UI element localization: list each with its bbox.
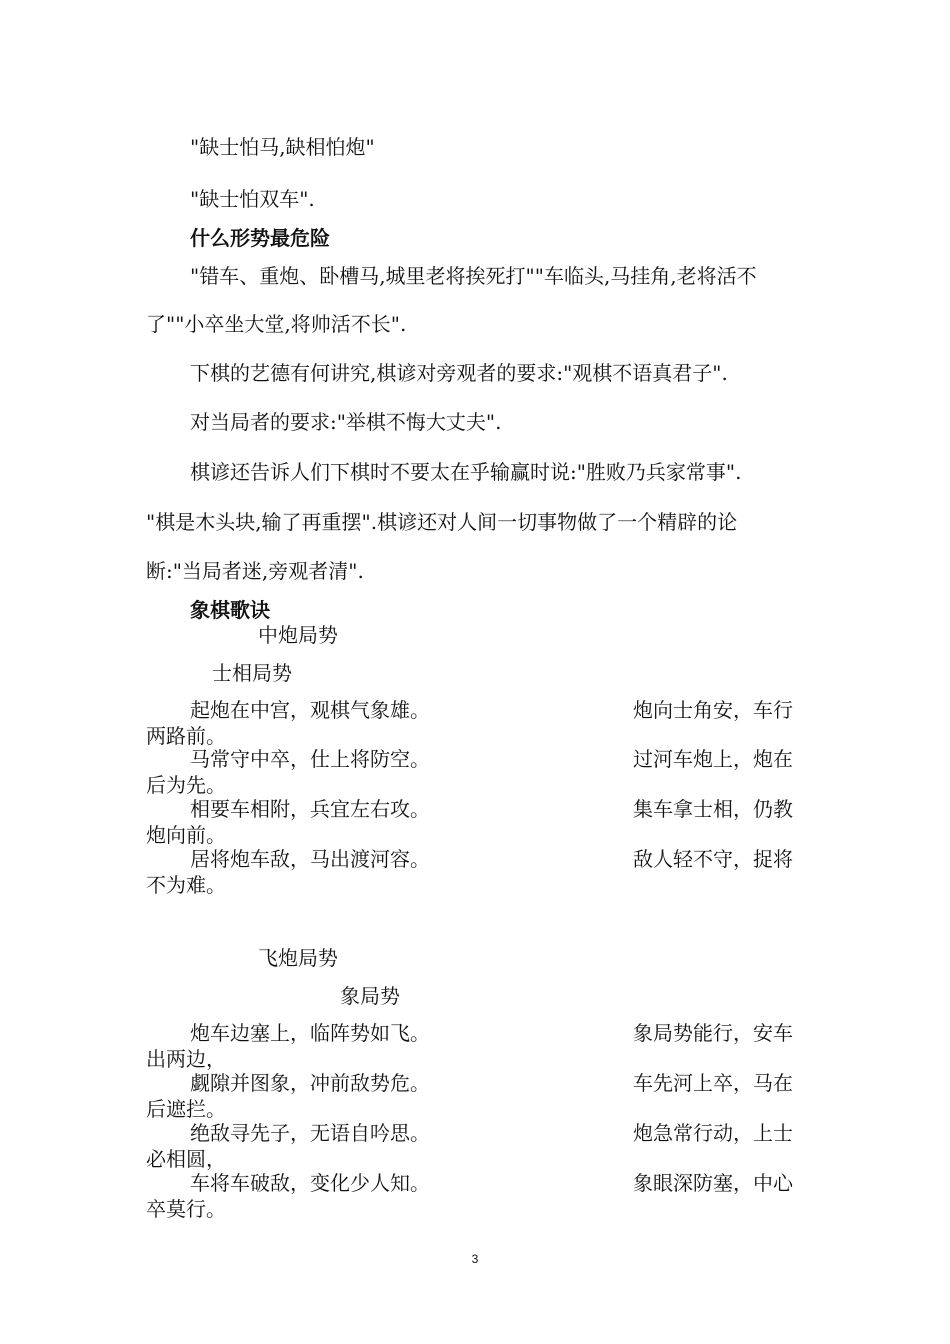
verse-right: 车先河上卒，马在	[633, 1071, 793, 1095]
proverb-line: "缺士怕双车".	[190, 187, 315, 211]
paragraph-line: "棋是木头块,输了再重摆".棋谚还对人间一切事物做了一个精辟的论	[146, 510, 738, 534]
verse-right: 过河车炮上，炮在	[633, 747, 793, 771]
verse-left: 炮车边塞上，临阵势如飞。	[190, 1021, 430, 1045]
proverb-line: "缺士怕马,缺相怕炮"	[190, 135, 375, 159]
verse-left: 起炮在中宫，观棋气象雄。	[190, 698, 430, 722]
verse-left: 居将炮车敌，马出渡河容。	[190, 847, 430, 871]
paragraph-line: 棋谚还告诉人们下棋时不要太在乎输赢时说:"胜败乃兵家常事".	[190, 460, 742, 484]
section-title: 中炮局势	[258, 623, 338, 647]
paragraph-line: 下棋的艺德有何讲究,棋谚对旁观者的要求:"观棋不语真君子".	[190, 361, 728, 385]
verse-left: 绝敌寻先子，无语自吟思。	[190, 1121, 430, 1145]
verse-right: 象眼深防塞，中心	[633, 1171, 793, 1195]
paragraph-line: 了""小卒坐大堂,将帅活不长".	[146, 312, 407, 336]
verse-wrap: 必相圆，	[146, 1147, 226, 1171]
verse-wrap: 炮向前。	[146, 823, 226, 847]
section-subtitle: 象局势	[340, 984, 400, 1008]
verse-wrap: 两路前。	[146, 724, 226, 748]
verse-right: 敌人轻不守，捉将	[633, 847, 793, 871]
paragraph-line: 断:"当局者迷,旁观者清".	[146, 559, 364, 583]
page-number: 3	[471, 1252, 479, 1266]
verse-right: 炮急常行动，上士	[633, 1121, 793, 1145]
paragraph-line: "错车、重炮、卧槽马,城里老将挨死打""车临头,马挂角,老将活不	[190, 264, 757, 288]
verse-wrap: 后为先。	[146, 773, 226, 797]
verse-right: 炮向士角安，车行	[633, 698, 793, 722]
verse-wrap: 出两边，	[146, 1047, 226, 1071]
verse-left: 觑隙并图象，冲前敌势危。	[190, 1071, 430, 1095]
verse-right: 集车拿士相，仍教	[633, 797, 793, 821]
section-heading: 什么形势最危险	[190, 226, 330, 250]
song-heading: 象棋歌诀	[190, 598, 270, 622]
verse-wrap: 卒莫行。	[146, 1197, 226, 1221]
verse-wrap: 不为难。	[146, 873, 226, 897]
verse-wrap: 后遮拦。	[146, 1097, 226, 1121]
section-title: 飞炮局势	[258, 946, 338, 970]
verse-right: 象局势能行，安车	[633, 1021, 793, 1045]
paragraph-line: 对当局者的要求:"举棋不悔大丈夫".	[190, 410, 502, 434]
verse-left: 车将车破敌，变化少人知。	[190, 1171, 430, 1195]
section-subtitle: 士相局势	[212, 661, 292, 685]
verse-left: 马常守中卒，仕上将防空。	[190, 747, 430, 771]
verse-left: 相要车相附，兵宜左右攻。	[190, 797, 430, 821]
